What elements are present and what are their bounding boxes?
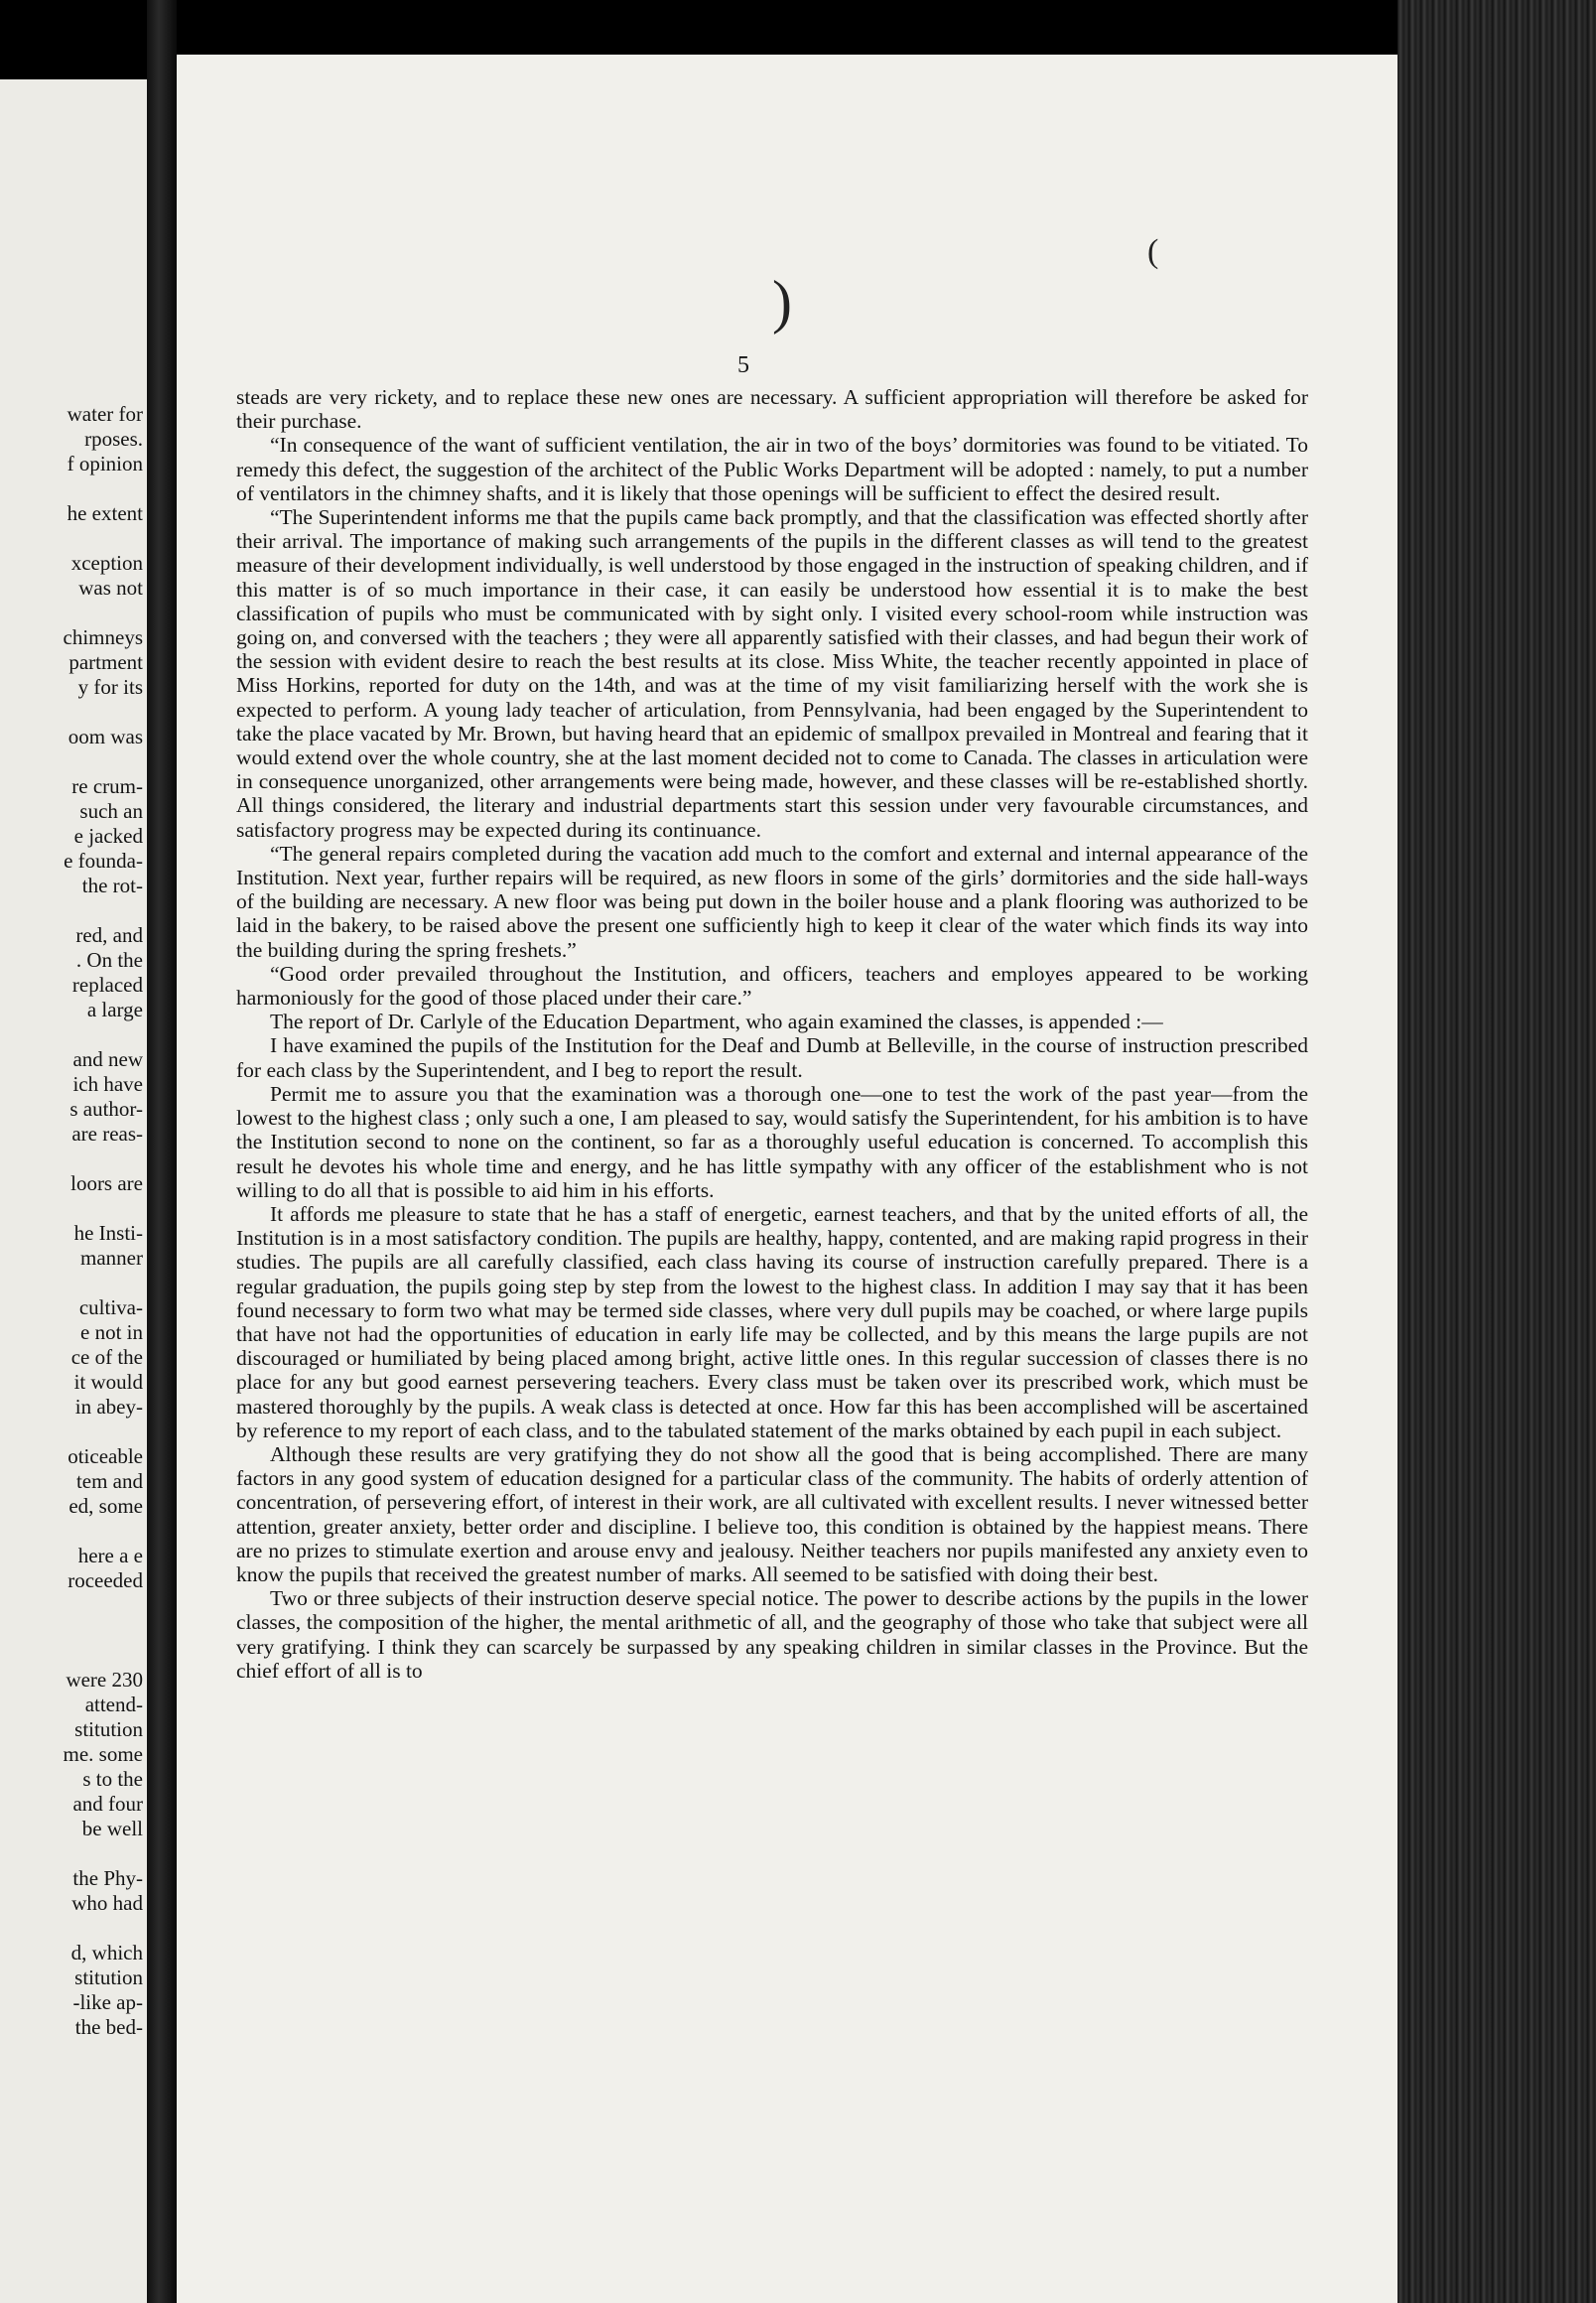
paragraph: Two or three subjects of their instruction deserve special notice. The power to describe actions by the pupils in the lower classes, the composition of the higher, the mental arithmetic of all, and the geography of those who take that subject were all very gratifying. I think they can scarcely be surpassed by any speaking children in similar classes in the Province. But the chief effort of all is to [236,1586,1308,1683]
paragraph: The report of Dr. Carlyle of the Education Department, who again examined the classes, is appended :— [270,1010,1163,1034]
left-page-line: e not in [80,1320,143,1344]
book-page-edges [1397,0,1596,2303]
left-page-line: water for [66,402,143,426]
left-page-line: oticeable [67,1444,143,1468]
left-page-line: s author- [69,1097,143,1121]
paragraph: I have examined the pupils of the Institution for the Deaf and Dumb at Belleville, in the course of instruction prescribed for each class by the Superintendent, and I beg to report the result. [236,1033,1308,1082]
page-number: 5 [737,352,749,378]
left-page-line: chimneys [63,625,143,649]
left-page-line: are reas- [71,1122,143,1146]
left-page-line: and new [72,1047,143,1071]
left-page-line: be well [81,1817,143,1840]
left-page-line: f opinion [66,452,143,475]
page-body [236,385,1308,1683]
paragraph: Although these results are very gratifying they do not show all the good that is being accomplished. There are many factors in any good system of education designed for a particular class of the community. The habits of orderly attention of concentration, of persevering effort, of interest in their work, are all cultivated with excellent results. I never witnessed better attention, greater anxiety, better order and discipline. I believe too, this condition is obtained by the happiest means. There are no prizes to stimulate exertion and arouse envy and jealousy. Neither teachers nor pupils manifested any anxiety even to know the pupils that received the greatest number of marks. All seemed to be satisfied with doing their best. [236,1441,1308,1586]
left-page-line: -like ap- [72,1990,143,2014]
paragraph: “In consequence of the want of sufficient ventilation, the air in two of the boys’ dormitories was found to be vitiated. To remedy this defect, the suggestion of the architect of the Public Works Department will be adopted : namely, to put a number of ventilators in the chimney shafts, and it is likely that those openings will be sufficient to effect the desired result. [236,433,1308,505]
paragraph: steads are very rickety, and to replace these new ones are necessary. A sufficient appropriation will therefore be asked for their purchase. [236,385,1308,434]
left-page-line: partment [68,650,143,674]
left-page-line: here a e [77,1544,143,1567]
left-page-line: it would [73,1370,143,1394]
left-page-line: who had [71,1891,143,1915]
left-page-line: me. some [63,1742,143,1766]
left-page-line: re crum- [71,774,143,798]
left-page-fragment [0,79,147,2303]
left-page-line: . On the [75,948,143,972]
left-page-line: were 230 [66,1668,143,1692]
left-page-line: d, which [70,1941,143,1964]
left-page-line: red, and [75,923,143,947]
left-page-line: rposes. [84,427,143,451]
paragraph: It affords me pleasure to state that he has a staff of energetic, earnest teachers, and that by the united efforts of all, the Institution is in a most satisfactory condition. The pupils are healthy, happy, contented, and are making rapid progress in their studies. The pupils are all carefully classified, each class having its course of instruction carefully prepared. There is a regular graduation, the pupils going step by step from the lowest to the highest class. In addition I may say that it has been found necessary to form two what may be termed side classes, where very dull pupils may be coached, or where large pupils that have not had the opportunities of education in early life may be collected, and by this means the large pupils are not discouraged or humiliated by being placed among bright, active little ones. In this regular succession of classes there is no place for any but good earnest persevering teachers. Every class must be taken over its prescribed work, which must be mastered thoroughly by the pupils. A weak class is detected at once. How far this has been accomplished will be ascertained by reference to my report of each class, and to the tabulated statement of the marks obtained by each pupil in each subject. [236,1201,1308,1442]
left-page-line: s to the [82,1767,143,1791]
paragraph: “The Superintendent informs me that the pupils came back promptly, and that the classification was effected shortly after their arrival. The importance of making such arrangements of the pupils in the different classes as will tend to the greatest measure of their development individually, is well understood by those engaged in the instruction of speaking children, and if this matter is of so much importance in their case, it can easily be understood how essential it is to make the best classification of pupils who must be communicated with by sight only. I visited every school-room while instruction was going on, and conversed with the teachers ; they were all apparently satisfied with their classes, and had begun their work of the session with evident desire to reach the best results at its close. Miss White, the teacher recently appointed in place of Miss Horkins, reported for duty on the 14th, and was at the time of my visit familiarizing herself with the work she is expected to perform. A young lady teacher of articulation, from Pennsylvania, had been engaged by the Superintendent to take the place vacated by Mr. Brown, but having heard that an epidemic of smallpox prevailed in Montreal and fearing that it would extend over the whole country, she at the last moment decided not to come to Canada. The classes in articulation were in consequence unorganized, other arrangements were being made, however, and these classes will be re-established shortly. All things considered, the literary and industrial departments start this session under very favourable circumstances, and satisfactory progress may be expected during its continuance. [236,505,1308,842]
left-page-line: replaced [71,973,143,997]
left-page-line: the bed- [74,2015,143,2039]
left-page-line: ce of the [70,1345,143,1369]
paragraph: “The general repairs completed during the vacation add much to the comfort and external and internal appearance of the Institution. Next year, further repairs will be required, as new floors in some of the girls’ dormitories and the side hall-ways of the building are necessary. A new floor was being put down in the boiler house and a plank flooring was authorized to be laid in the bakery, to be raised above the present one sufficiently high to keep it clear of the water which finds its way into the building during the spring freshets.” [236,841,1308,962]
left-page-line: xception [70,551,143,575]
left-page-line: ed, some [68,1494,143,1518]
pen-mark-bracket: ) [772,269,792,335]
left-page-line: in abey- [74,1395,143,1419]
left-page-line: ich have [72,1072,143,1096]
left-page-line: y for its [77,675,143,699]
left-page-line: stitution [74,1965,143,1989]
left-page-line: oom was [67,725,143,748]
book-gutter [147,0,177,2303]
left-page-line: he Insti- [73,1221,143,1245]
left-page-line: manner [80,1246,143,1270]
paragraph: “Good order prevailed throughout the Institution, and officers, teachers and employes appeared to be working harmoniously for the good of those placed under their care.” [236,961,1308,1011]
left-page-line: such an [79,799,143,823]
left-page-line: tem and [75,1469,143,1493]
paragraph: Permit me to assure you that the examination was a thorough one—one to test the work of the past year—from the lowest to the highest class ; only such a one, I am pleased to say, would satisfy the Superintendent, for his ambition is to have the Institution second to none on the continent, so far as a thoroughly useful education is concerned. To accomplish this result he devotes his whole time and energy, and he has little sympathy with any officer of the establishment who is not willing to do all that is possible to aid him in his efforts. [236,1081,1308,1202]
left-page-line: stitution [74,1717,143,1741]
left-page-line: e founda- [64,849,143,873]
left-page-line: the Phy- [72,1866,143,1890]
left-page-line: roceeded [67,1568,143,1592]
left-page-line: a large [86,998,143,1021]
left-page-line: loors are [70,1171,143,1195]
left-page-line: cultiva- [78,1295,143,1319]
left-page-line: attend- [84,1693,143,1716]
pen-mark: ( [1147,233,1159,270]
left-page-line: and four [72,1792,143,1816]
left-page-line: e jacked [73,824,143,848]
left-page-line: was not [78,576,143,600]
left-page-line: the rot- [81,874,143,897]
document-page [177,55,1397,2303]
left-page-line: he extent [66,501,143,525]
